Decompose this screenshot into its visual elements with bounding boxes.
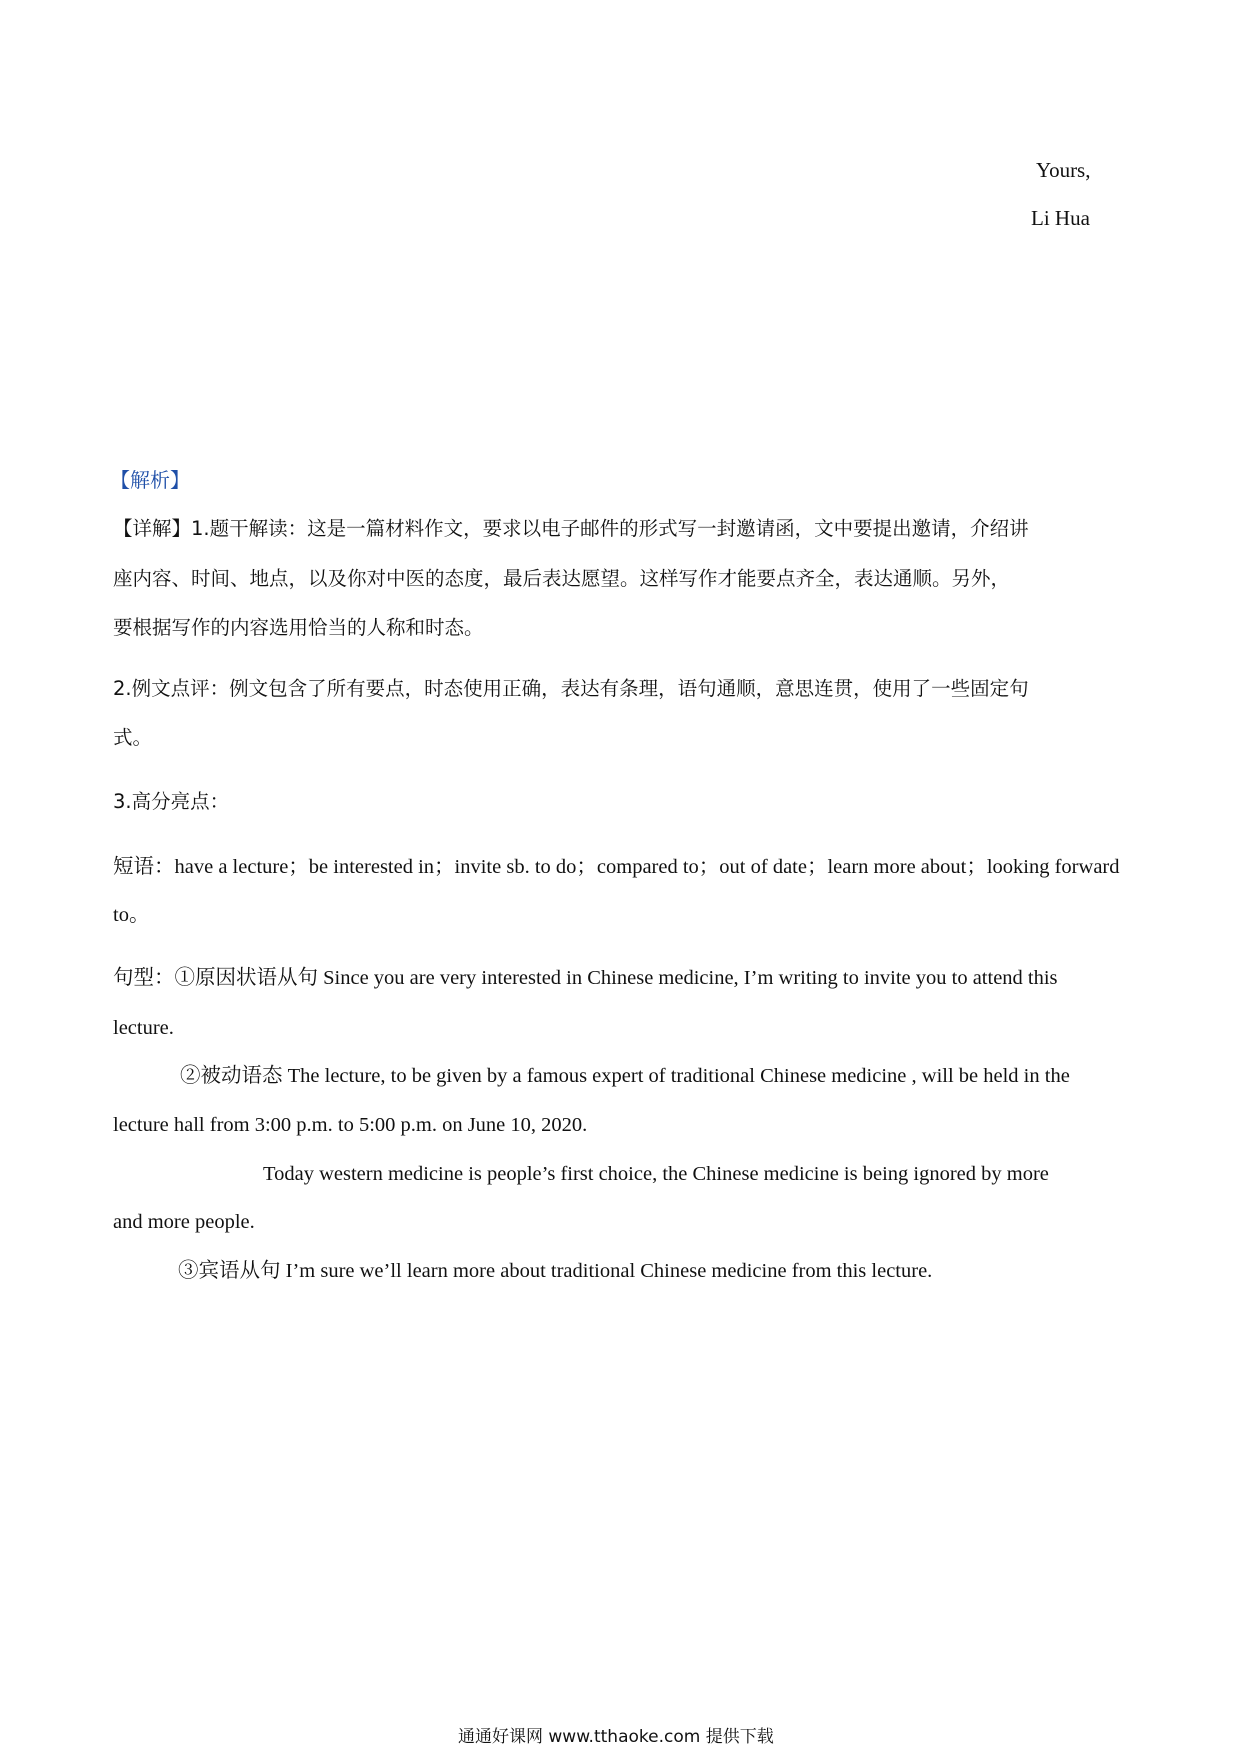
analysis-section-label: 【解析】	[110, 468, 190, 492]
page-footer: 通通好课网 www.tthaoke.com 提供下载	[458, 1727, 774, 1747]
sentence-1-line-2: lecture.	[113, 1017, 174, 1039]
comment-line-2: 式。	[113, 726, 153, 749]
detail-line-1: 【详解】1.题干解读：这是一篇材料作文，要求以电子邮件的形式写一封邀请函，文中要提出邀请，介绍讲	[113, 517, 1029, 540]
sentence-2-line-1: ②被动语态 The lecture, to be given by a famous expert of traditional Chinese medicine , will be held in the	[180, 1065, 1070, 1087]
sentence-3: ③宾语从句 I’m sure we’ll learn more about traditional Chinese medicine from this lecture.	[178, 1260, 933, 1282]
sentence-1-line-1: 句型：①原因状语从句 Since you are very interested in Chinese medicine, I’m writing to invite you to attend this	[113, 967, 1058, 989]
detail-line-3: 要根据写作的内容选用恰当的人称和时态。	[113, 616, 484, 639]
highlights-heading: 3.高分亮点：	[113, 790, 230, 813]
closing-salutation: Yours,	[1036, 158, 1091, 182]
phrases-line-2: to。	[113, 904, 150, 926]
detail-line-2: 座内容、时间、地点，以及你对中医的态度，最后表达愿望。这样写作才能要点齐全，表达通顺。另外，	[113, 567, 1011, 590]
phrases-line-1: 短语：have a lecture；be interested in；invite sb. to do；compared to；out of date；learn more about；looking forward	[113, 856, 1120, 878]
closing-signature: Li Hua	[1031, 206, 1090, 230]
comment-line-1: 2.例文点评：例文包含了所有要点，时态使用正确，表达有条理，语句通顺，意思连贯，使用了一些固定句	[113, 677, 1029, 700]
sentence-2b-line-2: and more people.	[113, 1211, 255, 1233]
sentence-2b-line-1: Today western medicine is people’s first choice, the Chinese medicine is being ignored by more	[263, 1163, 1049, 1185]
sentence-2-line-2: lecture hall from 3:00 p.m. to 5:00 p.m. on June 10, 2020.	[113, 1114, 588, 1136]
